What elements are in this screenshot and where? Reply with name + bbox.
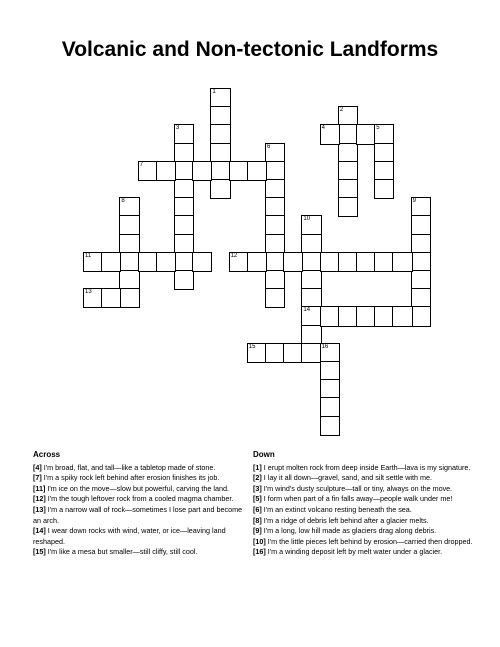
grid-cell[interactable] bbox=[411, 197, 431, 217]
grid-cell[interactable] bbox=[411, 306, 431, 326]
grid-cell[interactable] bbox=[356, 252, 376, 272]
grid-cell[interactable] bbox=[301, 306, 321, 326]
grid-cell[interactable] bbox=[192, 161, 212, 181]
grid-cell[interactable] bbox=[265, 179, 285, 199]
grid-cell[interactable] bbox=[374, 143, 394, 163]
clue-number: [1] bbox=[253, 462, 262, 472]
clue-text: I form when part of a fin falls away—people walk under me! bbox=[261, 494, 453, 504]
grid-cell[interactable] bbox=[210, 143, 230, 163]
grid-cell[interactable] bbox=[174, 161, 194, 181]
grid-cell[interactable] bbox=[119, 288, 139, 308]
grid-cell[interactable] bbox=[320, 397, 340, 417]
grid-cell[interactable] bbox=[210, 106, 230, 126]
grid-cell[interactable] bbox=[392, 306, 412, 326]
grid-cell[interactable] bbox=[301, 234, 321, 254]
cell-number: 14 bbox=[303, 307, 311, 314]
grid-cell[interactable] bbox=[138, 161, 158, 181]
grid-cell[interactable] bbox=[119, 234, 139, 254]
clue-number: [11] bbox=[33, 483, 46, 493]
grid-cell[interactable] bbox=[83, 288, 103, 308]
down-clue bbox=[253, 516, 473, 527]
grid-cell[interactable] bbox=[156, 252, 176, 272]
down-clues bbox=[253, 450, 473, 558]
grid-cell[interactable] bbox=[174, 197, 194, 217]
grid-cell[interactable] bbox=[411, 215, 431, 235]
grid-cell[interactable] bbox=[338, 143, 358, 163]
clue-number: [3] bbox=[253, 483, 262, 493]
grid-cell[interactable] bbox=[83, 252, 103, 272]
cell-number: 12 bbox=[230, 252, 238, 259]
grid-cell[interactable] bbox=[392, 252, 412, 272]
clue-number: [16] bbox=[253, 547, 266, 557]
clue-text: I wear down rocks with wind, water, or ice—leaving land reshaped. bbox=[33, 526, 226, 546]
grid-cell[interactable] bbox=[320, 124, 340, 144]
clue-text: I'm wind's dusty sculpture—tall or tiny, always on the move. bbox=[261, 483, 453, 493]
grid-cell[interactable] bbox=[374, 179, 394, 199]
grid-cell[interactable] bbox=[101, 252, 121, 272]
down-clue bbox=[253, 463, 473, 474]
grid-cell[interactable] bbox=[229, 252, 249, 272]
clue-text: I'm a winding deposit left by melt water under a glacier. bbox=[265, 547, 443, 557]
grid-cell[interactable] bbox=[301, 288, 321, 308]
clue-text: I'm broad, flat, and tall—like a tabletop made of stone. bbox=[41, 462, 216, 472]
puzzle-title: Volcanic and Non-tectonic Landforms bbox=[61, 38, 439, 61]
grid-cell[interactable] bbox=[411, 234, 431, 254]
grid-cell[interactable] bbox=[338, 124, 358, 144]
grid-cell[interactable] bbox=[210, 161, 230, 181]
grid-cell[interactable] bbox=[174, 179, 194, 199]
grid-cell[interactable] bbox=[283, 343, 303, 363]
grid-cell[interactable] bbox=[338, 106, 358, 126]
grid-cell[interactable] bbox=[210, 88, 230, 108]
clue-number: [15] bbox=[33, 547, 46, 557]
across-clue bbox=[33, 505, 247, 526]
across-clue bbox=[33, 484, 247, 495]
cell-number: 1 bbox=[212, 89, 216, 95]
cell-number: 4 bbox=[321, 125, 325, 132]
grid-cell[interactable] bbox=[265, 197, 285, 217]
clue-text: I'm a narrow wall of rock—sometimes I lose part and become an arch. bbox=[33, 504, 243, 525]
grid-cell[interactable] bbox=[320, 252, 340, 272]
grid-cell[interactable] bbox=[356, 124, 376, 144]
grid-cell[interactable] bbox=[174, 252, 194, 272]
cell-number: 3 bbox=[176, 125, 180, 132]
grid-cell[interactable] bbox=[265, 288, 285, 308]
grid-cell[interactable] bbox=[301, 270, 321, 290]
cell-number: 15 bbox=[248, 343, 256, 350]
grid-cell[interactable] bbox=[283, 252, 303, 272]
down-clue bbox=[253, 547, 473, 558]
grid-cell[interactable] bbox=[301, 252, 321, 272]
across-clue bbox=[33, 463, 247, 474]
grid-cell[interactable] bbox=[174, 124, 194, 144]
grid-cell[interactable] bbox=[247, 343, 267, 363]
grid-cell[interactable] bbox=[320, 343, 340, 363]
grid-cell[interactable] bbox=[265, 252, 285, 272]
grid-cell[interactable] bbox=[265, 143, 285, 163]
grid-cell[interactable] bbox=[210, 124, 230, 144]
grid-cell[interactable] bbox=[265, 215, 285, 235]
grid-cell[interactable] bbox=[338, 179, 358, 199]
clue-text: I'm an extinct volcano resting beneath the sea. bbox=[261, 504, 412, 514]
grid-cell[interactable] bbox=[229, 161, 249, 181]
clue-text: I'm a long, low hill made as glaciers drag along debris. bbox=[261, 526, 437, 536]
down-clue bbox=[253, 473, 473, 484]
across-clue bbox=[33, 494, 247, 505]
clue-number: [6] bbox=[253, 504, 262, 514]
grid-cell[interactable] bbox=[411, 270, 431, 290]
grid-cell[interactable] bbox=[338, 197, 358, 217]
grid-cell[interactable] bbox=[119, 270, 139, 290]
cell-number: 11 bbox=[85, 252, 92, 259]
cell-number: 9 bbox=[412, 198, 416, 205]
cell-number: 7 bbox=[139, 161, 143, 168]
grid-cell[interactable] bbox=[119, 252, 139, 272]
down-clue bbox=[253, 526, 473, 537]
cell-number: 13 bbox=[85, 289, 92, 296]
clue-text: I'm the little pieces left behind by erosion—carried then dropped. bbox=[265, 536, 473, 546]
grid-cell[interactable] bbox=[338, 306, 358, 326]
grid-cell[interactable] bbox=[301, 343, 321, 363]
grid-cell[interactable] bbox=[247, 161, 267, 181]
grid-cell[interactable] bbox=[119, 197, 139, 217]
grid-cell[interactable] bbox=[411, 288, 431, 308]
grid-cell[interactable] bbox=[374, 161, 394, 181]
grid-cell[interactable] bbox=[301, 325, 321, 345]
grid-cell[interactable] bbox=[265, 270, 285, 290]
grid-cell[interactable] bbox=[174, 270, 194, 290]
clue-text: I'm like a mesa but smaller—still cliffy, still cool. bbox=[45, 547, 198, 557]
across-clues bbox=[33, 450, 247, 558]
clue-number: [10] bbox=[253, 536, 266, 546]
grid-cell[interactable] bbox=[247, 252, 267, 272]
clue-text: I'm a ridge of debris left behind after a glacier melts. bbox=[261, 515, 429, 525]
clue-number: [13] bbox=[33, 504, 46, 514]
across-clue bbox=[33, 473, 247, 484]
grid-cell[interactable] bbox=[374, 124, 394, 144]
grid-cell[interactable] bbox=[174, 143, 194, 163]
clue-number: [4] bbox=[33, 462, 42, 472]
cell-number: 16 bbox=[321, 343, 329, 350]
grid-cell[interactable] bbox=[101, 288, 121, 308]
down-clue bbox=[253, 494, 473, 505]
down-heading: Down bbox=[253, 450, 275, 459]
grid-cell[interactable] bbox=[320, 379, 340, 399]
grid-cell[interactable] bbox=[119, 215, 139, 235]
grid-cell[interactable] bbox=[138, 252, 158, 272]
grid-cell[interactable] bbox=[265, 161, 285, 181]
grid-cell[interactable] bbox=[374, 252, 394, 272]
clue-text: I'm a spiky rock left behind after erosion finishes its job. bbox=[41, 473, 220, 483]
grid-cell[interactable] bbox=[265, 234, 285, 254]
down-clue bbox=[253, 505, 473, 516]
across-heading: Across bbox=[33, 450, 61, 459]
clue-number: [5] bbox=[253, 494, 262, 504]
cell-number: 6 bbox=[267, 143, 271, 150]
cell-number: 10 bbox=[303, 216, 311, 223]
grid-cell[interactable] bbox=[374, 306, 394, 326]
cell-number: 5 bbox=[376, 125, 380, 132]
grid-cell[interactable] bbox=[174, 234, 194, 254]
clue-number: [12] bbox=[33, 494, 46, 504]
clue-number: [8] bbox=[253, 515, 262, 525]
clue-text: I erupt molten rock from deep inside Earth—lava is my signature. bbox=[261, 462, 471, 472]
down-clue bbox=[253, 484, 473, 495]
clue-text: I'm ice on the move—slow but powerful, carving the land. bbox=[45, 483, 229, 493]
cell-number: 8 bbox=[121, 198, 125, 205]
grid-cell[interactable] bbox=[338, 161, 358, 181]
grid-cell[interactable] bbox=[320, 361, 340, 381]
grid-cell[interactable] bbox=[320, 306, 340, 326]
clue-number: [9] bbox=[253, 526, 262, 536]
grid-cell[interactable] bbox=[210, 179, 230, 199]
clue-number: [2] bbox=[253, 473, 262, 483]
clue-text: I lay it all down—gravel, sand, and silt settle with me. bbox=[261, 473, 432, 483]
grid-cell[interactable] bbox=[192, 252, 212, 272]
clue-text: I'm the tough leftover rock from a cooled magma chamber. bbox=[45, 494, 234, 504]
grid-cell[interactable] bbox=[174, 215, 194, 235]
grid-cell[interactable] bbox=[411, 252, 431, 272]
grid-cell[interactable] bbox=[338, 252, 358, 272]
grid-cell[interactable] bbox=[156, 161, 176, 181]
grid-cell[interactable] bbox=[301, 215, 321, 235]
across-clue bbox=[33, 547, 247, 558]
grid-cell[interactable] bbox=[356, 306, 376, 326]
clue-number: [14] bbox=[33, 526, 46, 536]
across-clue bbox=[33, 526, 247, 547]
clue-number: [7] bbox=[33, 473, 42, 483]
grid-cell[interactable] bbox=[265, 343, 285, 363]
down-clue bbox=[253, 537, 473, 548]
cell-number: 2 bbox=[339, 107, 344, 114]
grid-cell[interactable] bbox=[320, 416, 340, 436]
